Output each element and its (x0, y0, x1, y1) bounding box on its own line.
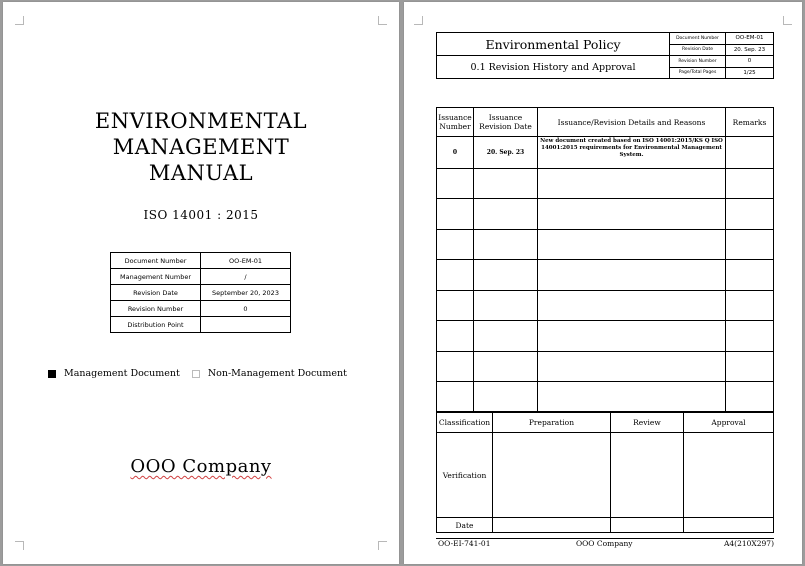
preparation-signature-cell[interactable] (493, 433, 611, 518)
table-cell[interactable] (538, 199, 726, 230)
remarks-cell[interactable] (726, 137, 774, 169)
column-header: Issuance Revision Date (474, 108, 538, 137)
details-cell[interactable]: New document created based on ISO 14001:2015/KS Q ISO 14001:2015 requirements for Environmental Management System. (538, 137, 726, 169)
verification-row (437, 433, 774, 518)
footer-company: OOO Company (576, 539, 633, 548)
table-cell[interactable] (474, 260, 538, 291)
approval-signature-cell[interactable] (683, 433, 773, 518)
revision-date-cell[interactable]: 20. Sep. 23 (474, 137, 538, 169)
document-info-table (110, 252, 291, 333)
table-cell[interactable] (538, 229, 726, 260)
verification-label: Verification (437, 433, 493, 518)
crop-mark (783, 16, 792, 25)
table-row (437, 168, 774, 199)
table-row (437, 382, 774, 413)
info-row (111, 269, 291, 285)
table-cell[interactable] (726, 199, 774, 230)
company-text: OOO Company (130, 456, 272, 477)
info-label: Revision Number (111, 301, 201, 317)
table-cell[interactable] (726, 382, 774, 413)
management-label: Management Document (64, 368, 180, 379)
column-header: Issuance Number (437, 108, 474, 137)
table-row (437, 137, 774, 169)
table-cell[interactable] (474, 351, 538, 382)
role-review: Review (610, 412, 683, 433)
table-cell[interactable] (538, 321, 726, 352)
table-cell[interactable] (437, 260, 474, 291)
column-header: Issuance/Revision Details and Reasons (538, 108, 726, 137)
date-row (437, 518, 774, 533)
preparation-date-cell[interactable] (493, 518, 611, 533)
table-row (437, 229, 774, 260)
table-cell[interactable] (726, 290, 774, 321)
column-header: Remarks (726, 108, 774, 137)
role-preparation: Preparation (493, 412, 611, 433)
header-subtitle: 0.1 Revision History and Approval (437, 56, 670, 79)
page-header-table (436, 32, 774, 79)
header-field-value: 0 (726, 56, 774, 68)
table-cell[interactable] (726, 260, 774, 291)
header-field-value: 20. Sep. 23 (726, 44, 774, 56)
info-value[interactable] (201, 317, 291, 333)
review-signature-cell[interactable] (610, 433, 683, 518)
table-header-row (437, 108, 774, 137)
company-name (3, 456, 399, 477)
table-cell[interactable] (474, 382, 538, 413)
table-cell[interactable] (538, 260, 726, 291)
table-cell[interactable] (474, 321, 538, 352)
header-field-value: OO-EM-01 (726, 33, 774, 45)
title-line: MANAGEMENT (112, 135, 290, 159)
info-label: Document Number (111, 253, 201, 269)
title-line: MANUAL (148, 161, 254, 185)
table-cell[interactable] (726, 351, 774, 382)
classification-label: Classification (437, 412, 493, 433)
info-value[interactable]: September 20, 2023 (201, 285, 291, 301)
table-row (437, 321, 774, 352)
header-title: Environmental Policy (437, 33, 670, 56)
table-cell[interactable] (538, 351, 726, 382)
header-field-label: Document Number (670, 33, 726, 45)
crop-mark (414, 16, 423, 25)
revision-history-page (404, 2, 802, 564)
table-cell[interactable] (474, 229, 538, 260)
table-cell[interactable] (437, 168, 474, 199)
title-line: ENVIRONMENTAL (94, 109, 308, 133)
standard-label: ISO 14001 : 2015 (143, 208, 259, 222)
crop-mark (15, 541, 24, 550)
table-cell[interactable] (538, 290, 726, 321)
info-label: Distribution Point (111, 317, 201, 333)
header-field-label: Page/Total Pages (670, 67, 726, 79)
info-label: Revision Date (111, 285, 201, 301)
footer-doc-code: OO-EI-741-01 (438, 539, 491, 548)
table-row (437, 351, 774, 382)
management-checkbox[interactable] (48, 370, 56, 378)
crop-mark (15, 16, 24, 25)
table-row (437, 290, 774, 321)
role-approval: Approval (683, 412, 773, 433)
table-cell[interactable] (538, 382, 726, 413)
table-cell[interactable] (437, 290, 474, 321)
table-cell[interactable] (538, 168, 726, 199)
header-field-label: Revision Number (670, 56, 726, 68)
table-cell[interactable] (726, 229, 774, 260)
info-row (111, 253, 291, 269)
info-value[interactable]: OO-EM-01 (201, 253, 291, 269)
table-cell[interactable] (437, 382, 474, 413)
page-footer (436, 538, 774, 548)
info-value[interactable]: 0 (201, 301, 291, 317)
header-field-label: Revision Date (670, 44, 726, 56)
document-type-selector (48, 368, 347, 379)
crop-mark (378, 16, 387, 25)
table-cell[interactable] (474, 290, 538, 321)
table-row (437, 199, 774, 230)
table-cell[interactable] (726, 168, 774, 199)
info-row (111, 301, 291, 317)
non-management-checkbox[interactable] (192, 370, 200, 378)
table-cell[interactable] (437, 321, 474, 352)
manual-title (3, 108, 399, 186)
crop-mark (378, 541, 387, 550)
revision-history-table (436, 107, 774, 413)
table-cell[interactable] (726, 321, 774, 352)
table-cell[interactable] (437, 351, 474, 382)
info-label: Management Number (111, 269, 201, 285)
review-date-cell[interactable] (610, 518, 683, 533)
table-cell[interactable] (437, 229, 474, 260)
table-cell[interactable] (474, 168, 538, 199)
approval-table (436, 411, 774, 533)
table-cell[interactable] (437, 199, 474, 230)
table-cell[interactable] (474, 199, 538, 230)
footer-paper-size: A4(210X297) (723, 539, 774, 548)
cover-page (3, 2, 399, 564)
non-management-label: Non-Management Document (207, 368, 347, 379)
issuance-number-cell[interactable]: 0 (437, 137, 474, 169)
header-field-value: 1/25 (726, 67, 774, 79)
date-label: Date (437, 518, 493, 533)
info-row (111, 317, 291, 333)
approval-header-row (437, 412, 774, 433)
approval-date-cell[interactable] (683, 518, 773, 533)
info-row (111, 285, 291, 301)
info-value[interactable]: / (201, 269, 291, 285)
table-row (437, 260, 774, 291)
